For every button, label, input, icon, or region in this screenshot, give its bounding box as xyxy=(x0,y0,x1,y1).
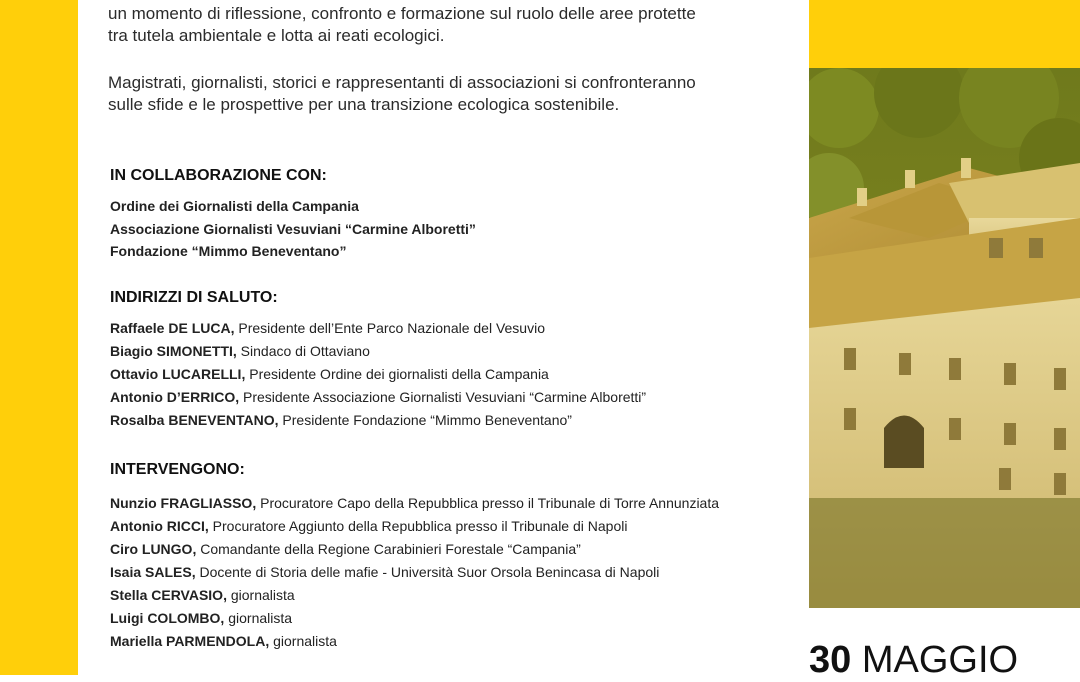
speaker-name: Antonio RICCI, xyxy=(110,518,209,534)
saluti-item xyxy=(110,343,370,359)
speaker-name: Rosalba BENEVENTANO, xyxy=(110,412,279,428)
intervengono-item xyxy=(110,541,581,557)
speaker-name: Isaia SALES, xyxy=(110,564,196,580)
speaker-role: Sindaco di Ottaviano xyxy=(236,343,370,359)
saluti-item xyxy=(110,366,549,382)
partner-item: Fondazione “Mimmo Beneventano” xyxy=(110,243,347,259)
intervengono-item xyxy=(110,518,627,534)
villa-aerial-photo xyxy=(809,68,1080,608)
intervengono-item xyxy=(110,564,659,580)
partner-item: Associazione Giornalisti Vesuviani “Carmine Alboretti” xyxy=(110,221,476,237)
event-day: 30 xyxy=(809,639,852,681)
event-date xyxy=(809,638,1018,682)
speaker-role: Procuratore Aggiunto della Repubblica presso il Tribunale di Napoli xyxy=(208,518,628,534)
speaker-name: Antonio D’ERRICO, xyxy=(110,389,240,405)
saluti-item xyxy=(110,412,572,428)
intro-line: tra tutela ambientale e lotta ai reati ecologici. xyxy=(108,26,445,45)
intro-paragraph-2 xyxy=(108,72,798,116)
intervengono-item xyxy=(110,610,292,626)
speaker-name: Nunzio FRAGLIASSO, xyxy=(110,495,257,511)
speaker-name: Luigi COLOMBO, xyxy=(110,610,225,626)
speaker-role: Comandante della Regione Carabinieri Forestale “Campania” xyxy=(196,541,581,557)
speaker-role: Docente di Storia delle mafie - Università Suor Orsola Benincasa di Napoli xyxy=(195,564,660,580)
intervengono-item xyxy=(110,587,295,603)
speaker-role: Presidente dell’Ente Parco Nazionale del Vesuvio xyxy=(234,320,545,336)
partner-item: Ordine dei Giornalisti della Campania xyxy=(110,198,359,214)
speaker-role: giornalista xyxy=(224,610,293,626)
speaker-role: giornalista xyxy=(226,587,295,603)
saluti-item xyxy=(110,389,646,405)
speaker-role: Presidente Associazione Giornalisti Vesuviani “Carmine Alboretti” xyxy=(239,389,647,405)
speaker-name: Ciro LUNGO, xyxy=(110,541,197,557)
intervengono-item xyxy=(110,495,719,511)
event-month: MAGGIO xyxy=(861,639,1019,681)
intro-line: sulle sfide e le prospettive per una transizione ecologica sostenibile. xyxy=(108,95,620,114)
speaker-name: Biagio SIMONETTI, xyxy=(110,343,237,359)
intro-line: Magistrati, giornalisti, storici e rappresentanti di associazioni si confronteranno xyxy=(108,73,696,92)
intro-line: un momento di riflessione, confronto e formazione sul ruolo delle aree protette xyxy=(108,4,696,23)
intervengono-title: INTERVENGONO: xyxy=(110,461,245,478)
intro-paragraph-1 xyxy=(108,3,798,47)
speaker-role: Procuratore Capo della Repubblica presso il Tribunale di Torre Annunziata xyxy=(256,495,720,511)
speaker-name: Stella CERVASIO, xyxy=(110,587,227,603)
speaker-name: Ottavio LUCARELLI, xyxy=(110,366,246,382)
speaker-role: Presidente Fondazione “Mimmo Beneventano” xyxy=(278,412,572,428)
intervengono-item xyxy=(110,633,337,649)
collaborazione-title: IN COLLABORAZIONE CON: xyxy=(110,167,327,184)
saluti-item xyxy=(110,320,545,336)
speaker-name: Mariella PARMENDOLA, xyxy=(110,633,270,649)
speaker-role: Presidente Ordine dei giornalisti della Campania xyxy=(245,366,549,382)
speaker-name: Raffaele DE LUCA, xyxy=(110,320,235,336)
left-yellow-band xyxy=(0,0,78,675)
speaker-role: giornalista xyxy=(269,633,337,649)
saluti-title: INDIRIZZI DI SALUTO: xyxy=(110,289,278,306)
